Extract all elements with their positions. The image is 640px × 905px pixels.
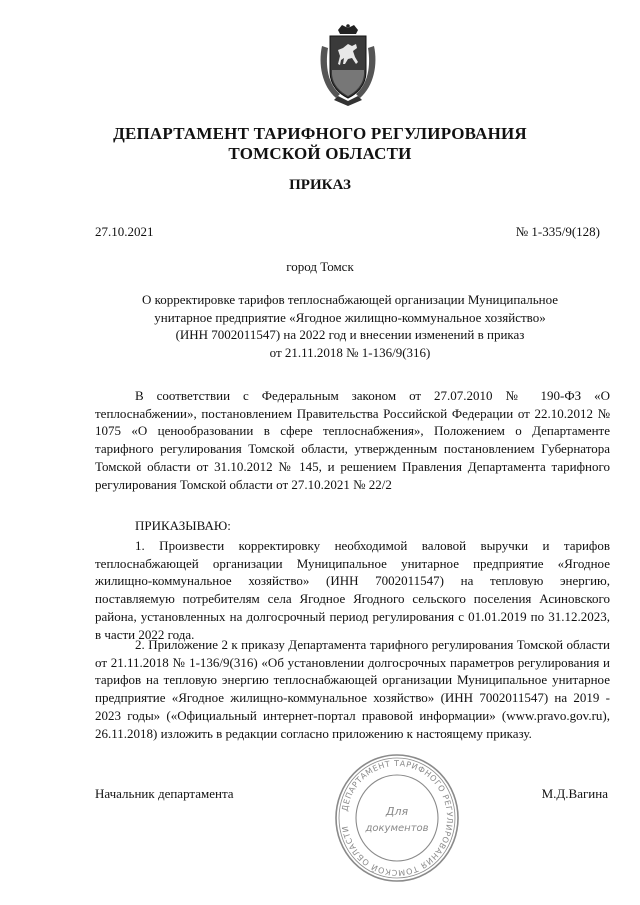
subject-line: унитарное предприятие «Ягодное жилищно-коммунальное хозяйство»: [154, 309, 546, 325]
stamp-ring-text: ДЕПАРТАМЕНТ ТАРИФНОГО РЕГУЛИРОВАНИЯ ТОМСКОЙ ОБЛАСТИ: [340, 758, 455, 878]
subject-line: от 21.11.2018 № 1-136/9(316): [269, 344, 431, 360]
order-keyword: ПРИКАЗЫВАЮ:: [135, 518, 231, 533]
subject-line: (ИНН 7002011547) на 2022 год и внесении изменений в приказ: [175, 327, 525, 342]
stamp-center-line1: Для: [385, 805, 409, 818]
city: город Томск: [286, 259, 354, 274]
stamp-center-line2: документов: [365, 823, 429, 834]
svg-text:ДЕПАРТАМЕНТ ТАРИФНОГО РЕГУЛИРО: [340, 759, 454, 877]
preamble-paragraph: В соответствии с Федеральным законом от 27.07.2010 № 190-ФЗ «О теплоснабжении», постановлением Правительства Российской Федерации от 22.10.2012 № 1075 «О ценообразовании в сфере теплоснабжения», Положением о Департаменте тарифного регулирования Томской области, утвержденным постановлением Губернатора Томской области от 31.10.2012 № 145, и решением Правления Департамента тарифного регулирования Томской области от 27.10.2021 № 22/2: [95, 388, 610, 492]
signer-position: Начальник департамента: [95, 786, 234, 801]
tomsk-coat-of-arms-icon: [316, 24, 380, 108]
order-number: № 1-335/9(128): [515, 224, 600, 239]
order-item-1: 1. Произвести корректировку необходимой валовой выручки и тарифов теплоснабжающей организации Муниципальное унитарное предприятие «Ягодное жилищно-коммунальное хозяйство» (ИНН 7002011547) на тепловую энергию, поставляемую потребителям села Ягодное Ягодного сельского поселения Асиновского района, установленных на долгосрочный период регулирования с 01.01.2019 по 31.12.2023, в части 2022 года.: [95, 538, 610, 642]
signer-name: М.Д.Вагина: [541, 786, 608, 801]
document-type-title: ПРИКАЗ: [289, 177, 351, 193]
order-date: 27.10.2021: [95, 224, 154, 239]
order-subject: [95, 291, 605, 361]
department-name-line2: ТОМСКОЙ ОБЛАСТИ: [228, 144, 412, 163]
subject-line: О корректировке тарифов теплоснабжающей организации Муниципальное: [141, 292, 559, 307]
official-stamp: [334, 753, 460, 883]
order-item-2: 2. Приложение 2 к приказу Департамента тарифного регулирования Томской области от 21.11.2018 № 1-136/9(316) «Об установлении долгосрочных параметров регулирования и тарифов на тепловую энергию теплоснабжающей организации Муниципальное унитарное предприятие «Ягодное жилищно-коммунальное хозяйство» (ИНН 7002011547) на 2019 - 2023 годы» («Официальный интернет-портал правовой информации» (www.pravo.gov.ru), 26.11.2018) изложить в редакции согласно приложению к настоящему приказу.: [95, 637, 610, 741]
department-name-line1: ДЕПАРТАМЕНТ ТАРИФНОГО РЕГУЛИРОВАНИЯ: [113, 124, 527, 143]
